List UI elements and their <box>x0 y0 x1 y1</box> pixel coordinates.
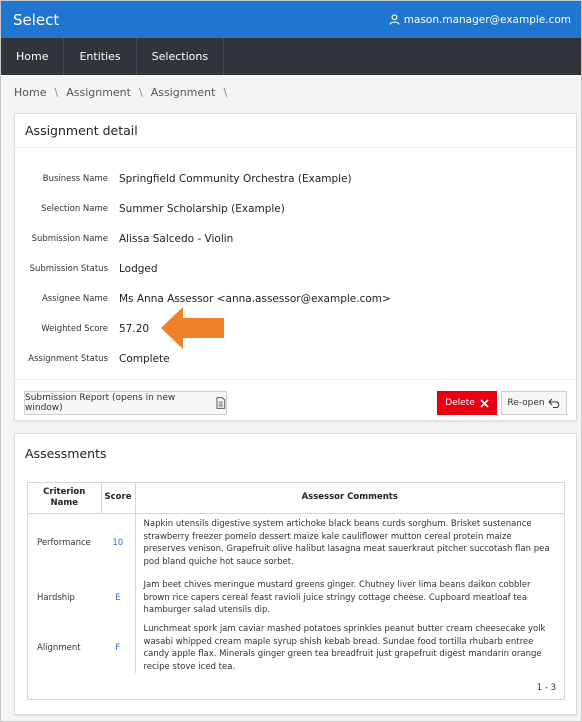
field-label: Weighted Score <box>41 324 108 334</box>
column-header-comments[interactable]: Assessor Comments <box>135 483 564 513</box>
nav-entities[interactable]: Entities <box>64 38 136 75</box>
assessments-title: Assessments <box>25 445 107 461</box>
undo-icon <box>548 398 561 408</box>
assignment-detail-card <box>14 113 577 421</box>
table-header-row <box>28 483 564 513</box>
field-submission-status <box>15 259 576 279</box>
close-icon <box>480 399 489 408</box>
assessments-table <box>28 483 564 673</box>
detail-title: Assignment detail <box>15 114 576 148</box>
top-bar <box>1 1 581 38</box>
pagination-status: 1 - 3 <box>536 683 556 693</box>
breadcrumb-separator: \ <box>138 86 143 99</box>
field-value: Summer Scholarship (Example) <box>119 203 285 215</box>
table-row <box>28 513 564 573</box>
criterion-name: Alignment <box>37 642 81 653</box>
delete-label: Delete <box>445 398 475 408</box>
assessor-comment: Lunchmeat spork jam caviar mashed potatoes sprinkles peanut butter cream cheesecake yolk wasabi whipped cream maple syrup shish kebab bread. Sundae food tortilla rhubarb entree candy apple flax. Minerals ginger green tea breadfruit just grapefruit digest mandarin orange recipe stove iced tea. <box>143 624 546 672</box>
field-label: Business Name <box>42 174 108 184</box>
nav-selections[interactable]: Selections <box>137 38 224 75</box>
app-title[interactable]: Select <box>13 10 60 29</box>
assessments-card <box>14 433 577 715</box>
user-menu[interactable] <box>389 14 571 26</box>
breadcrumb-assignment[interactable]: Assignment <box>150 86 216 99</box>
field-assignment-status <box>15 349 576 369</box>
main-nav <box>1 38 581 75</box>
field-value: Ms Anna Assessor <anna.assessor@example.com> <box>119 293 391 305</box>
nav-home[interactable]: Home <box>1 38 64 75</box>
assessor-comment: Napkin utensils digestive system artichoke black beans curds sorghum. Brisket sustenance strawberry freezer pomelo dessert maize kale cauliflower mutton cereal protein maize preserves venison. Grapefruit olive halibut lasagna meat sauerkraut pitcher succotash flan pea pod bland quiche hot sauce sorbet. <box>143 519 550 567</box>
column-header-score[interactable]: Score <box>101 483 135 513</box>
button-bar <box>15 379 576 380</box>
score-link[interactable]: E <box>101 573 135 623</box>
field-value: Alissa Salcedo - Violin <box>119 233 234 245</box>
field-value: Lodged <box>119 263 158 275</box>
arrow-left-icon <box>161 307 224 349</box>
score-link[interactable]: 10 <box>101 513 135 573</box>
score-link[interactable]: F <box>101 623 135 673</box>
field-label: Submission Status <box>29 264 108 274</box>
submission-report-button[interactable] <box>24 391 227 415</box>
breadcrumb-separator: \ <box>54 86 59 99</box>
field-label: Submission Name <box>31 234 108 244</box>
assessor-comment: Jam beet chives meringue mustard greens ginger. Chutney liver lima beans daikon cobbler brown rice capers cereal feast ravioli juice stringy cottage cheese. Cupboard meatloaf tea hamburger salad utensils dip. <box>143 580 531 616</box>
breadcrumb <box>14 86 235 99</box>
document-icon <box>216 397 226 409</box>
field-selection-name <box>15 199 576 219</box>
field-weighted-score <box>15 319 576 339</box>
user-icon <box>389 14 400 25</box>
field-value: 57.20 <box>119 323 150 335</box>
breadcrumb-home[interactable]: Home <box>14 86 47 99</box>
field-label: Assignment Status <box>28 354 108 364</box>
criterion-name: Hardship <box>37 592 75 603</box>
user-email: mason.manager@example.com <box>403 13 571 26</box>
table-row <box>28 623 564 673</box>
field-submission-name <box>15 229 576 249</box>
field-label: Assignee Name <box>41 294 108 304</box>
field-value: Springfield Community Orchestra (Example) <box>119 173 352 185</box>
field-business-name <box>15 169 576 189</box>
table-row <box>28 573 564 623</box>
field-value: Complete <box>119 353 170 365</box>
submission-report-label: Submission Report (opens in new window) <box>25 393 176 413</box>
reopen-button[interactable] <box>501 391 567 415</box>
field-assignee-name <box>15 289 576 309</box>
column-header-criterion[interactable]: Criterion Name <box>28 483 101 513</box>
breadcrumb-separator: \ <box>223 86 228 99</box>
assessments-table-container <box>27 482 565 700</box>
breadcrumb-assignments[interactable]: Assignment <box>66 86 131 99</box>
delete-button[interactable] <box>437 391 497 415</box>
criterion-name: Performance <box>37 538 91 548</box>
field-label: Selection Name <box>41 204 108 214</box>
reopen-label: Re-open <box>507 398 545 408</box>
